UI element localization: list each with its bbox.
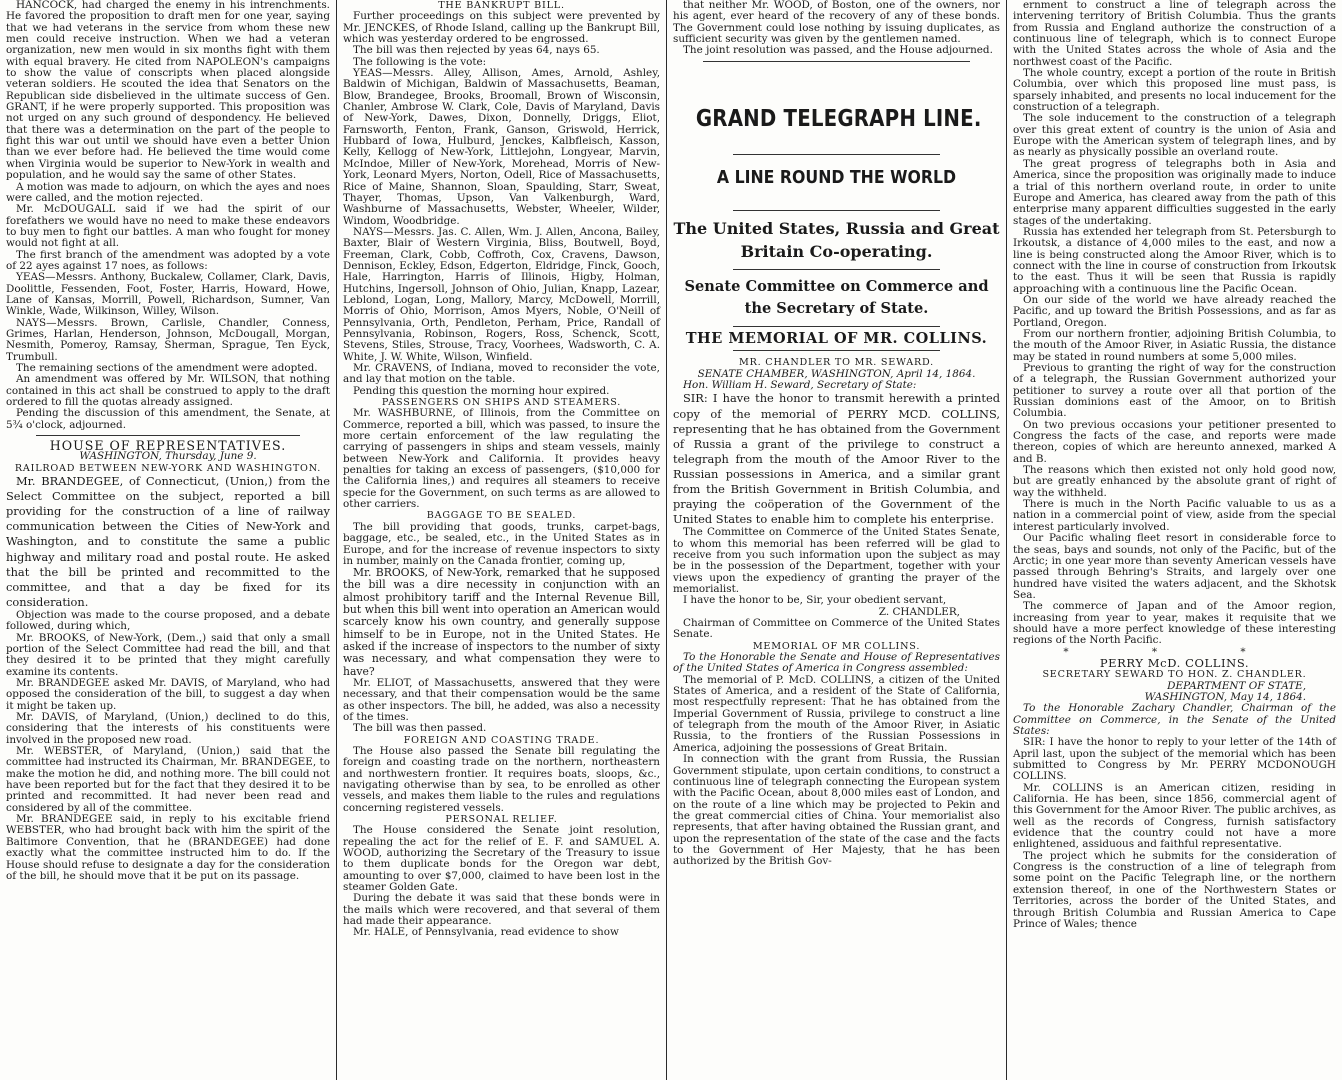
subheading: PERSONAL RELIEF. <box>445 813 558 825</box>
paragraph: The joint resolution was passed, and the House adjourned. <box>683 44 993 57</box>
paragraph: Mr. WEBSTER, of Maryland, (Union,) said that the committee had instructed its Chairman, Mr. BRANDEGEE, to make the motion he did, and nothing more. The bill could not have been reported but for the fact that they desired it to be printed and recommitted. It had never been read and considered by all of the committee. <box>6 745 330 814</box>
paragraph: HANCOCK, had charged the enemy in his intrenchments. He favored the proposition to draft men for one year, saying that we had veterans in the service from whom these new men could receive instruction. When we had a veteran organization, new men would in six months fight with them with equal bravery. He cited from NAPOLEON's campaigns to show the value of conscripts when placed alongside veteran soldiers. He scouted the idea that Senators on the Republican side disbelieved in the ultimate success of Gen. GRANT, if he were properly supported. This proposition was not urged on any such ground of despondency. He believed that there was a determination on the part of the people to fight this war out until we should have even a better Union than we ever before had. He believed the time would come when Virginia would be superior to New-York in wealth and population, and he would say the same of other States. <box>6 0 330 182</box>
column-2 <box>336 0 666 1080</box>
paragraph: On two previous occasions your petitioner presented to Congress the facts of the case, and reports were made thereon, copies of which are hereunto annexed, marked A and B. <box>1013 418 1336 465</box>
paragraph: that neither Mr. WOOD, of Boston, one of the owners, nor his agent, ever heard of the recovery of any of these bonds. The Government could lose nothing by issuing duplicates, as sufficient security was given by the gentlemen named. <box>673 0 1000 46</box>
paragraph: Russia has extended her telegraph from St. Petersburgh to Irkoutsk, a distance of 4,000 miles to the east, and now a line is being constructed along the Amoor River, which is to connect with the line in course of construction from Irkoutsk to the east. Thus it will be seen that Russia is rapidly approaching with a continuous line the Pacific Ocean. <box>1013 225 1336 295</box>
subheading: RAILROAD BETWEEN NEW-YORK AND WASHINGTON. <box>14 462 322 474</box>
paragraph: Mr. BRANDEGEE, of Connecticut, (Union,) from the Select Committee on the subject, reported a bill providing for the construction of a line of railway communication between the Cities of New-York and Washington, and to constitute the same a public highway and military road and postal route. He asked that the bill be printed and recommitted to the committee, and that a day be fixed for its consideration. <box>6 474 330 609</box>
paragraph: The great progress of telegraphs both in Asia and America, since the proposition was originally made to induce a trial of this northern overland route, in order to unite Europe and America, has cleared away from the path of this enterprise many apparent difficulties suggested in the early stages of the undertaking. <box>1013 157 1336 227</box>
column-4 <box>1006 0 1342 1080</box>
subheading: MEMORIAL OF MR COLLINS. <box>752 640 921 652</box>
paragraph: The commerce of Japan and of the Amoor region, increasing from year to year, makes it requisite that we should have a more perfect knowledge of these interesting regions of the North Pacific. <box>1013 600 1336 647</box>
paragraph: Mr. McDOUGALL said if we had the spirit of our forefathers we would have no need to make these endeavors to buy men to fight our battles. A man who fought for money would not fight at all. <box>6 203 330 250</box>
paragraph: The following is the vote: <box>353 55 487 68</box>
paragraph: The project which he submits for the consideration of Congress is the construction of a line of telegraph from some point on the Pacific Telegraph line, or the northern extension thereof, in one of the Northwestern States or Territories, across the border of the United States, and through British Columbia and Russian America to Cape Prince of Wales; thence <box>1013 849 1336 930</box>
deck-heading: THE MEMORIAL OF MR. COLLINS. <box>685 330 988 348</box>
paragraph: The first branch of the amendment was adopted by a vote of 22 ayes against 17 noes, as follows: <box>6 248 330 272</box>
paragraph: In connection with the grant from Russia, the Russian Government stipulate, upon certain conditions, to construct a continuous line of telegraph connecting the European system with the Pacific Ocean, about 8,000 miles east of London, and on the route of a line which may be projected to Pekin and the great commercial cities of China. Your memorialist also represents, that after having obtained the Russian grant, and upon the representation of the state of the case and the facts to the Government of Her Majesty, that he has been authorized by the British Gov- <box>673 753 1000 868</box>
divider <box>733 326 940 327</box>
salutation: Hon. William H. Seward, Secretary of State: <box>683 379 917 392</box>
paragraph: Mr. BRANDEGEE asked Mr. DAVIS, of Maryland, who had opposed the consideration of the bill, to suggest a day when it might be taken up. <box>6 677 330 712</box>
paragraph: Previous to granting the right of way for the construction of a telegraph, the Russian Government authorized your petitioner to survey a route over all that portion of the Russian dominions east of the Amoor, on to British Columbia. <box>1013 362 1336 420</box>
headline: GRAND TELEGRAPH LINE. <box>695 105 982 132</box>
subheading: MR. CHANDLER TO MR. SEWARD. <box>738 357 935 369</box>
paragraph: The bill providing that goods, trunks, carpet-bags, baggage, etc., be sealed, etc., in the United States as in Europe, and for the increase of revenue inspectors to sixty in number, mainly on the Canada frontier, coming up, <box>343 520 660 567</box>
dateline: SENATE CHAMBER, WASHINGTON, April 14, 1864. <box>697 367 976 380</box>
paragraph: The remaining sections of the amendment were adopted. <box>16 362 318 374</box>
divider <box>733 154 940 155</box>
ornament-stars: * * * <box>1063 645 1286 658</box>
paragraph: Mr. BRANDEGEE said, in reply to his excitable friend WEBSTER, who had brought back with him the spirit of the Baltimore Convention, that he (BRANDEGEE) had done exactly what the committee instructed him to do. If the House should refuse to designate a day for the consideration of the bill, he should move that it be put on its passage. <box>6 813 330 882</box>
deck-heading: Senate Committee on Commerce and the Secretary of State. <box>684 278 989 318</box>
column-3 <box>666 0 1006 1080</box>
paragraph: SIR: I have the honor to reply to your letter of the 14th of April last, upon the subject of the memorial which has been submitted to Congress by Mr. PERRY MCDONOUGH COLLINS. <box>1013 736 1336 783</box>
paragraph: Mr. ELIOT, of Massachusetts, answered that they were necessary, and that their compensation would be the same as other inspectors. The bill, he added, was also a necessity of the times. <box>343 676 660 723</box>
paragraph: The House considered the Senate joint resolution, repealing the act for the relief of E. F. and SAMUEL A. WOOD, authorizing the Secretary of the Treasury to issue to them duplicate bonds for the Oregon war debt, amounting to over $7,000, claimed to have been lost in the steamer Golden Gate. <box>343 824 660 894</box>
subheadline: A LINE ROUND THE WORLD <box>716 167 957 188</box>
paragraph: Mr. COLLINS is an American citizen, residing in California. He has been, since 1856, commercial agent of this Government for the Amoor River. The public archives, as well as the records of Congress, furnish satisfactory evidence that the country could not have a more enlightened, assiduous and faithful representative. <box>1013 781 1336 851</box>
paragraph: There is much in the North Pacific valuable to us as a nation in a commercial point of view, aside from the special interest particularly involved. <box>1013 498 1336 533</box>
paragraph: On our side of the world we have already reached the Pacific, and up toward the British Possessions, and as far as Portland, Oregon. <box>1013 293 1336 329</box>
vote-list-yeas: YEAS—Messrs. Anthony, Buckalew, Collamer, Clark, Davis, Doolittle, Fessenden, Foot, Foster, Harris, Howard, Howe, Lane of Kansas, Morrill, Powell, Richardson, Sumner, Van Winkle, Wade, Wilkinson, Willey, Wilson. <box>6 271 330 318</box>
paragraph: ernment to construct a line of telegraph across the intervening territory of British Columbia. Thus the grants from Russia and England authorize the construction of a continuous line of telegraph, which is to connect Europe with the United States across the whole of Asia and the northwest coast of the Pacific. <box>1013 0 1336 68</box>
paragraph: From our northern frontier, adjoining British Columbia, to the mouth of the Amoor River, in Asiatic Russia, the distance may be stated in round numbers at some 5,000 miles. <box>1013 327 1336 363</box>
paragraph: Mr. BROOKS, of New-York, (Dem.,) said that only a small portion of the Select Committee had read the bill, and that they desired it to be printed that they might carefully examine its contents. <box>6 631 330 678</box>
paragraph: SIR: I have the honor to transmit herewith a printed copy of the memorial of PERRY MCD. COLLINS, representing that he has obtained from the Government of Russia a grant of the privilege to construct a telegraph from the mouth of the Amoor River to the Russian possessions in America, and a similar grant from the British Government in British Columbia, and praying the coöperation of the Government of the United States to enable him to complete his enterprise. <box>673 391 1000 527</box>
section-heading: HOUSE OF REPRESENTATIVES. <box>49 438 287 454</box>
divider <box>733 350 940 351</box>
paragraph: Pending this question the morning hour expired. <box>353 384 610 397</box>
paragraph: Mr. HALE, of Pennsylvania, read evidence to show <box>353 926 619 939</box>
divider <box>703 61 970 62</box>
address: To the Honorable Zachary Chandler, Chairman of the Committee on Commerce, in the Senate of the United States: <box>1013 702 1336 737</box>
paragraph: Mr. CRAVENS, of Indiana, moved to reconsider the vote, and lay that motion on the table. <box>343 362 660 386</box>
paragraph: Objection was made to the course proposed, and a debate followed, during which, <box>6 608 330 633</box>
paragraph: The bill was then passed. <box>353 722 487 735</box>
paragraph: The Committee on Commerce of the United States Senate, to whom this memorial has been referred will be glad to receive from you such information upon the subject as may be in the possession of the Department, together with your views upon the expediency of granting the prayer of the memorialist. <box>673 526 1000 595</box>
divider <box>733 210 940 211</box>
paragraph: The House also passed the Senate bill regulating the foreign and coasting trade on the northern, northeastern and northwestern frontier. It requires boats, sloops, &c., navigating otherwise than by sea, to be enrolled as other vessels, and makes them liable to the rules and regulations concerning registered vessels. <box>343 744 660 814</box>
address: To the Honorable the Senate and House of Representatives of the United States of America in Congress assembled: <box>673 651 1000 675</box>
paragraph: The bill was then rejected by yeas 64, nays 65. <box>353 44 600 57</box>
paragraph: An amendment was offered by Mr. WILSON, that nothing contained in this act shall be construed to apply to the draft ordered to fill the quotas already assigned. <box>6 373 330 409</box>
subheading: THE BANKRUPT BILL. <box>438 0 565 11</box>
subheading: SECRETARY SEWARD TO HON. Z. CHANDLER. <box>1042 669 1307 681</box>
subheading: PASSENGERS ON SHIPS AND STEAMERS. <box>381 397 622 409</box>
paragraph: The memorial of P. McD. COLLINS, a citizen of the United States of America, and a resident of the State of California, most respectfully represent: That he has obtained from the Imperial Government of Russia, privilege to construct a line of telegraph from the mouth of the Amoor River, in Asiatic Russia, to the frontiers of the Russian Possessions in America, adjoining the possessions of Great Britain. <box>673 673 1000 754</box>
signature: Z. CHANDLER, <box>878 605 960 618</box>
paragraph: Mr. DAVIS, of Maryland, (Union,) declined to do this, considering that the interests of his constituents were involved in the proposed new road. <box>6 711 330 746</box>
paragraph: Mr. BROOKS, of New-York, remarked that he supposed the bill was a dire necessity in conjunction with an almost prohibitory tariff and the Internal Revenue Bill, but when this bill went into operation an American would scarcely know his own country, and generally suppose himself to be in Europe, not in the United States. He asked if the increase of inspectors to the number of sixty was necessary, and what compensation they were to have? <box>343 566 660 678</box>
subheading: FOREIGN AND COASTING TRADE. <box>403 734 600 746</box>
subheading: BAGGAGE TO BE SEALED. <box>426 510 577 522</box>
paragraph: A motion was made to adjourn, on which the ayes and noes were called, and the motion rejected. <box>6 180 330 204</box>
paragraph: During the debate it was said that these bonds were in the mails which were recovered, and that several of them had made their appearance. <box>343 892 660 928</box>
dateline: WASHINGTON, Thursday, June 9. <box>79 450 257 463</box>
vote-list-nays: NAYS—Messrs. Brown, Carlisle, Chandler, Conness, Grimes, Harlan, Henderson, Johnson, McDougall, Morgan, Nesmith, Pomeroy, Ramsay, Sherman, Sprague, Ten Eyck, Trumbull. <box>6 316 330 363</box>
paragraph: The sole inducement to the construction of a telegraph over this great extent of country is the union of Asia and Europe with the American system of telegraph lines, and by as nearly as physically possible an overland route. <box>1013 112 1336 159</box>
paragraph: Mr. WASHBURNE, of Illinois, from the Committee on Commerce, reported a bill, which was passed, to insure the more certain enforcement of the law regulating the carrying of passengers in ships and steam vessels, mainly between New-York and California. It provides heavy penalties for taking an excess of passengers, ($10,000 for the California lines,) and requires all steamers to receive specie for the Government, on such terms as are allowed to other carriers. <box>343 407 660 511</box>
paragraph: The reasons which then existed not only hold good now, but are greatly enhanced by the absolute grant of right of way the withheld. <box>1013 464 1336 499</box>
paragraph: Our Pacific whaling fleet resort in considerable force to the seas, bays and sounds, not only of the Pacific, but of the Arctic; in one year more than seventy American vessels have passed through Behring's Straits, and largely over one hundred have visited the waters adjacent, and the Skhotsk Sea. <box>1013 532 1336 601</box>
paragraph: I have the honor to be, Sir, your obedient servant, <box>683 594 947 607</box>
divider <box>36 435 300 436</box>
dateline: WASHINGTON, May 14, 1864. <box>1144 690 1306 703</box>
dateline: DEPARTMENT OF STATE, <box>1167 679 1306 692</box>
paragraph: Chairman of Committee on Commerce of the United States Senate. <box>673 617 1000 641</box>
paragraph: Pending the discussion of this amendment, the Senate, at 5¾ o'clock, adjourned. <box>6 407 330 431</box>
paragraph: The whole country, except a portion of the route in British Columbia, over which this proposed line must pass, is sparsely inhabited, and presents no local inducement for the construction of a telegraph. <box>1013 67 1336 114</box>
vote-list-nays: NAYS—Messrs. Jas. C. Allen, Wm. J. Allen, Ancona, Bailey, Baxter, Blair of Western Virginia, Bliss, Boutwell, Boyd, Freeman, Clark, Cobb, Coffroth, Cox, Cravens, Dawson, Dennison, Eckley, Edson, Edgerton, Eldridge, Finck, Gooch, Hale, Harrington, Harris of Illinois, Higby, Holman, Hutchins, Ingersoll, Johnson of Ohio, Julian, Knapp, Lazear, Leblond, Logan, Long, Mallory, Marcy, McDowell, Morrill, Morris of Ohio, Morrison, Amos Myers, Noble, O'Neill of Pennsylvania, Orth, Pendleton, Perham, Price, Randall of Pennsylvania, Robinson, Rogers, Ross, Schenck, Scott, Stevens, Stiles, Strouse, Tracy, Voorhees, Wadsworth, C. A. White, J. W. White, Wilson, Winfield. <box>343 225 660 363</box>
deck-heading: The United States, Russia and Great Britain Co-operating. <box>673 219 1000 262</box>
column-1 <box>0 0 336 1080</box>
divider <box>733 269 940 270</box>
paragraph: Further proceedings on this subject were prevented by Mr. JENCKES, of Rhode Island, calling up the Bankrupt Bill, which was yesterday ordered to be engrossed. <box>343 10 660 46</box>
signature: PERRY McD. COLLINS. <box>1099 655 1250 670</box>
vote-list-yeas: YEAS—Messrs. Alley, Allison, Ames, Arnold, Ashley, Baldwin of Michigan, Baldwin of Massachusetts, Beaman, Blow, Brandegee, Brooks, Broomall, Brown of Wisconsin, Chanler, Ambrose W. Clark, Cole, Davis of Maryland, Davis of New-York, Dawes, Dixon, Donnelly, Driggs, Eliot, Farnsworth, Fenton, Frank, Ganson, Griswold, Herrick, Hubbard of Iowa, Hulburd, Jenckes, Kalbfleisch, Kasson, Kelly, Kellogg of New-York, Littlejohn, Longyear, Marvin, McIndoe, Miller of New-York, Morehead, Morris of New-York, Leonard Myers, Norton, Odell, Rice of Massachusetts, Rice of Maine, Shannon, Sloan, Spaulding, Starr, Sweat, Thayer, Thomas, Upson, Van Valkenburgh, Ward, Washburne of Massachusetts, Webster, Wheeler, Wilder, Windom, Woodbridge. <box>343 67 660 227</box>
